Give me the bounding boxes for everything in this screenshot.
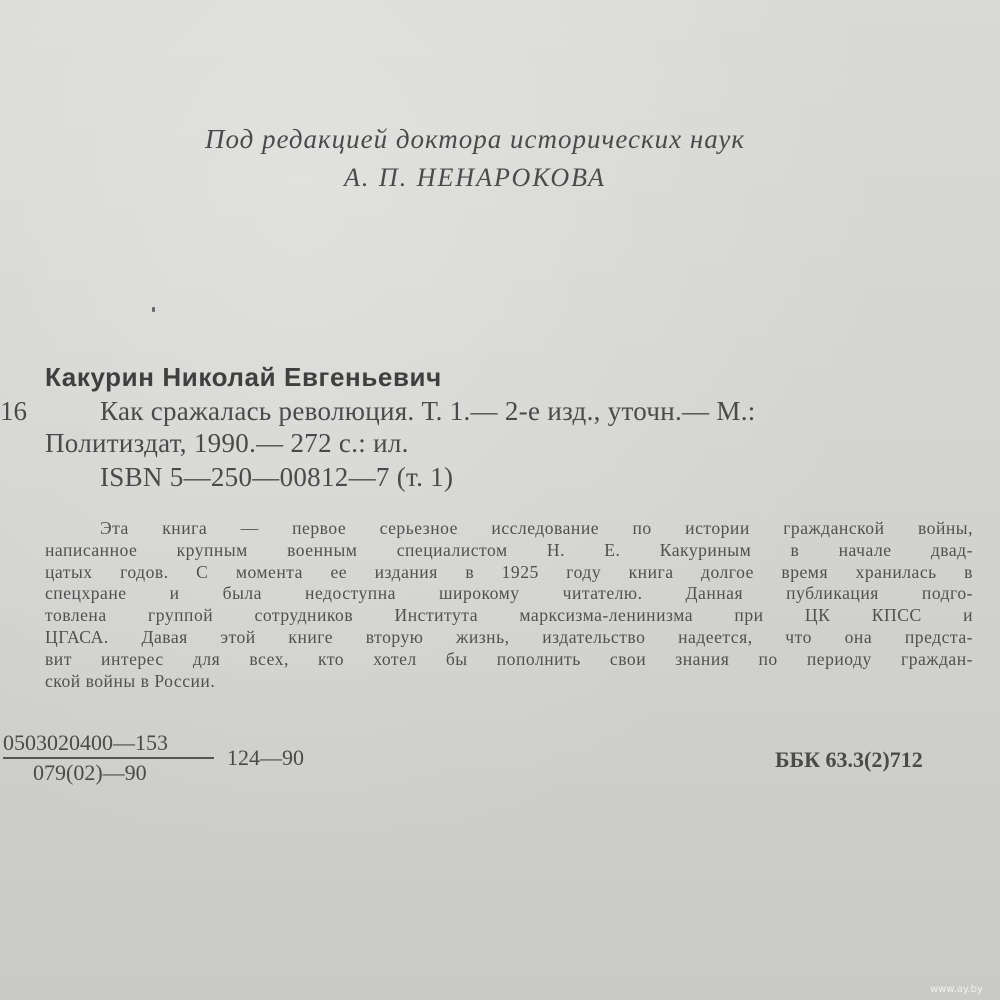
- annotation-line: спецхране и была недоступна широкому читателю. Данная публикация подго-: [45, 583, 973, 604]
- annotation-line: Эта книга — первое серьезное исследование по истории гражданской войны,: [100, 518, 973, 538]
- annotation-line: товлена группой сотрудников Института марксизма-ленинизма при ЦК КПСС и: [45, 605, 973, 626]
- annotation-line: цатых годов. С момента ее издания в 1925 году книга долгое время хранилась в: [45, 561, 973, 582]
- editor-credit: Под редакцией доктора исторических наук: [204, 124, 746, 154]
- editor-name: А. П. НЕНАРОКОВА: [344, 163, 606, 192]
- isbn: ISBN 5—250—00812—7 (т. 1): [100, 462, 454, 492]
- bibliographic-title: Как сражалась революция. Т. 1.— 2-е изд., уточн.— М.:: [100, 396, 756, 426]
- bibliographic-publisher: Политиздат, 1990.— 272 с.: ил.: [45, 428, 409, 458]
- annotation-line: написанное крупным военным специалистом Н. Е. Какуриным в начале двад-: [45, 539, 973, 560]
- author-heading: Какурин Николай Евгеньевич: [45, 362, 442, 392]
- annotation-paragraph: [45, 518, 973, 692]
- annotation-line: ЦГАСА. Давая этой книге вторую жизнь, издательство надеется, что она предста-: [45, 626, 973, 647]
- site-watermark: www.ay.by: [930, 984, 983, 995]
- catalog-code-numerator: 0503020400—153: [3, 730, 214, 759]
- annotation-line: вит интерес для всех, кто хотел бы пополнить свои знания по периоду граждан-: [45, 648, 973, 669]
- catalog-code-denominator: 079(02)—90: [33, 760, 147, 785]
- order-code: 124—90: [227, 745, 304, 770]
- bbk-classification: ББК 63.3(2)712: [775, 747, 923, 772]
- shelf-mark: 16: [0, 396, 27, 426]
- catalog-code-fraction: [3, 730, 214, 786]
- paper-speck: [152, 307, 155, 312]
- annotation-line: ской войны в России.: [45, 670, 216, 691]
